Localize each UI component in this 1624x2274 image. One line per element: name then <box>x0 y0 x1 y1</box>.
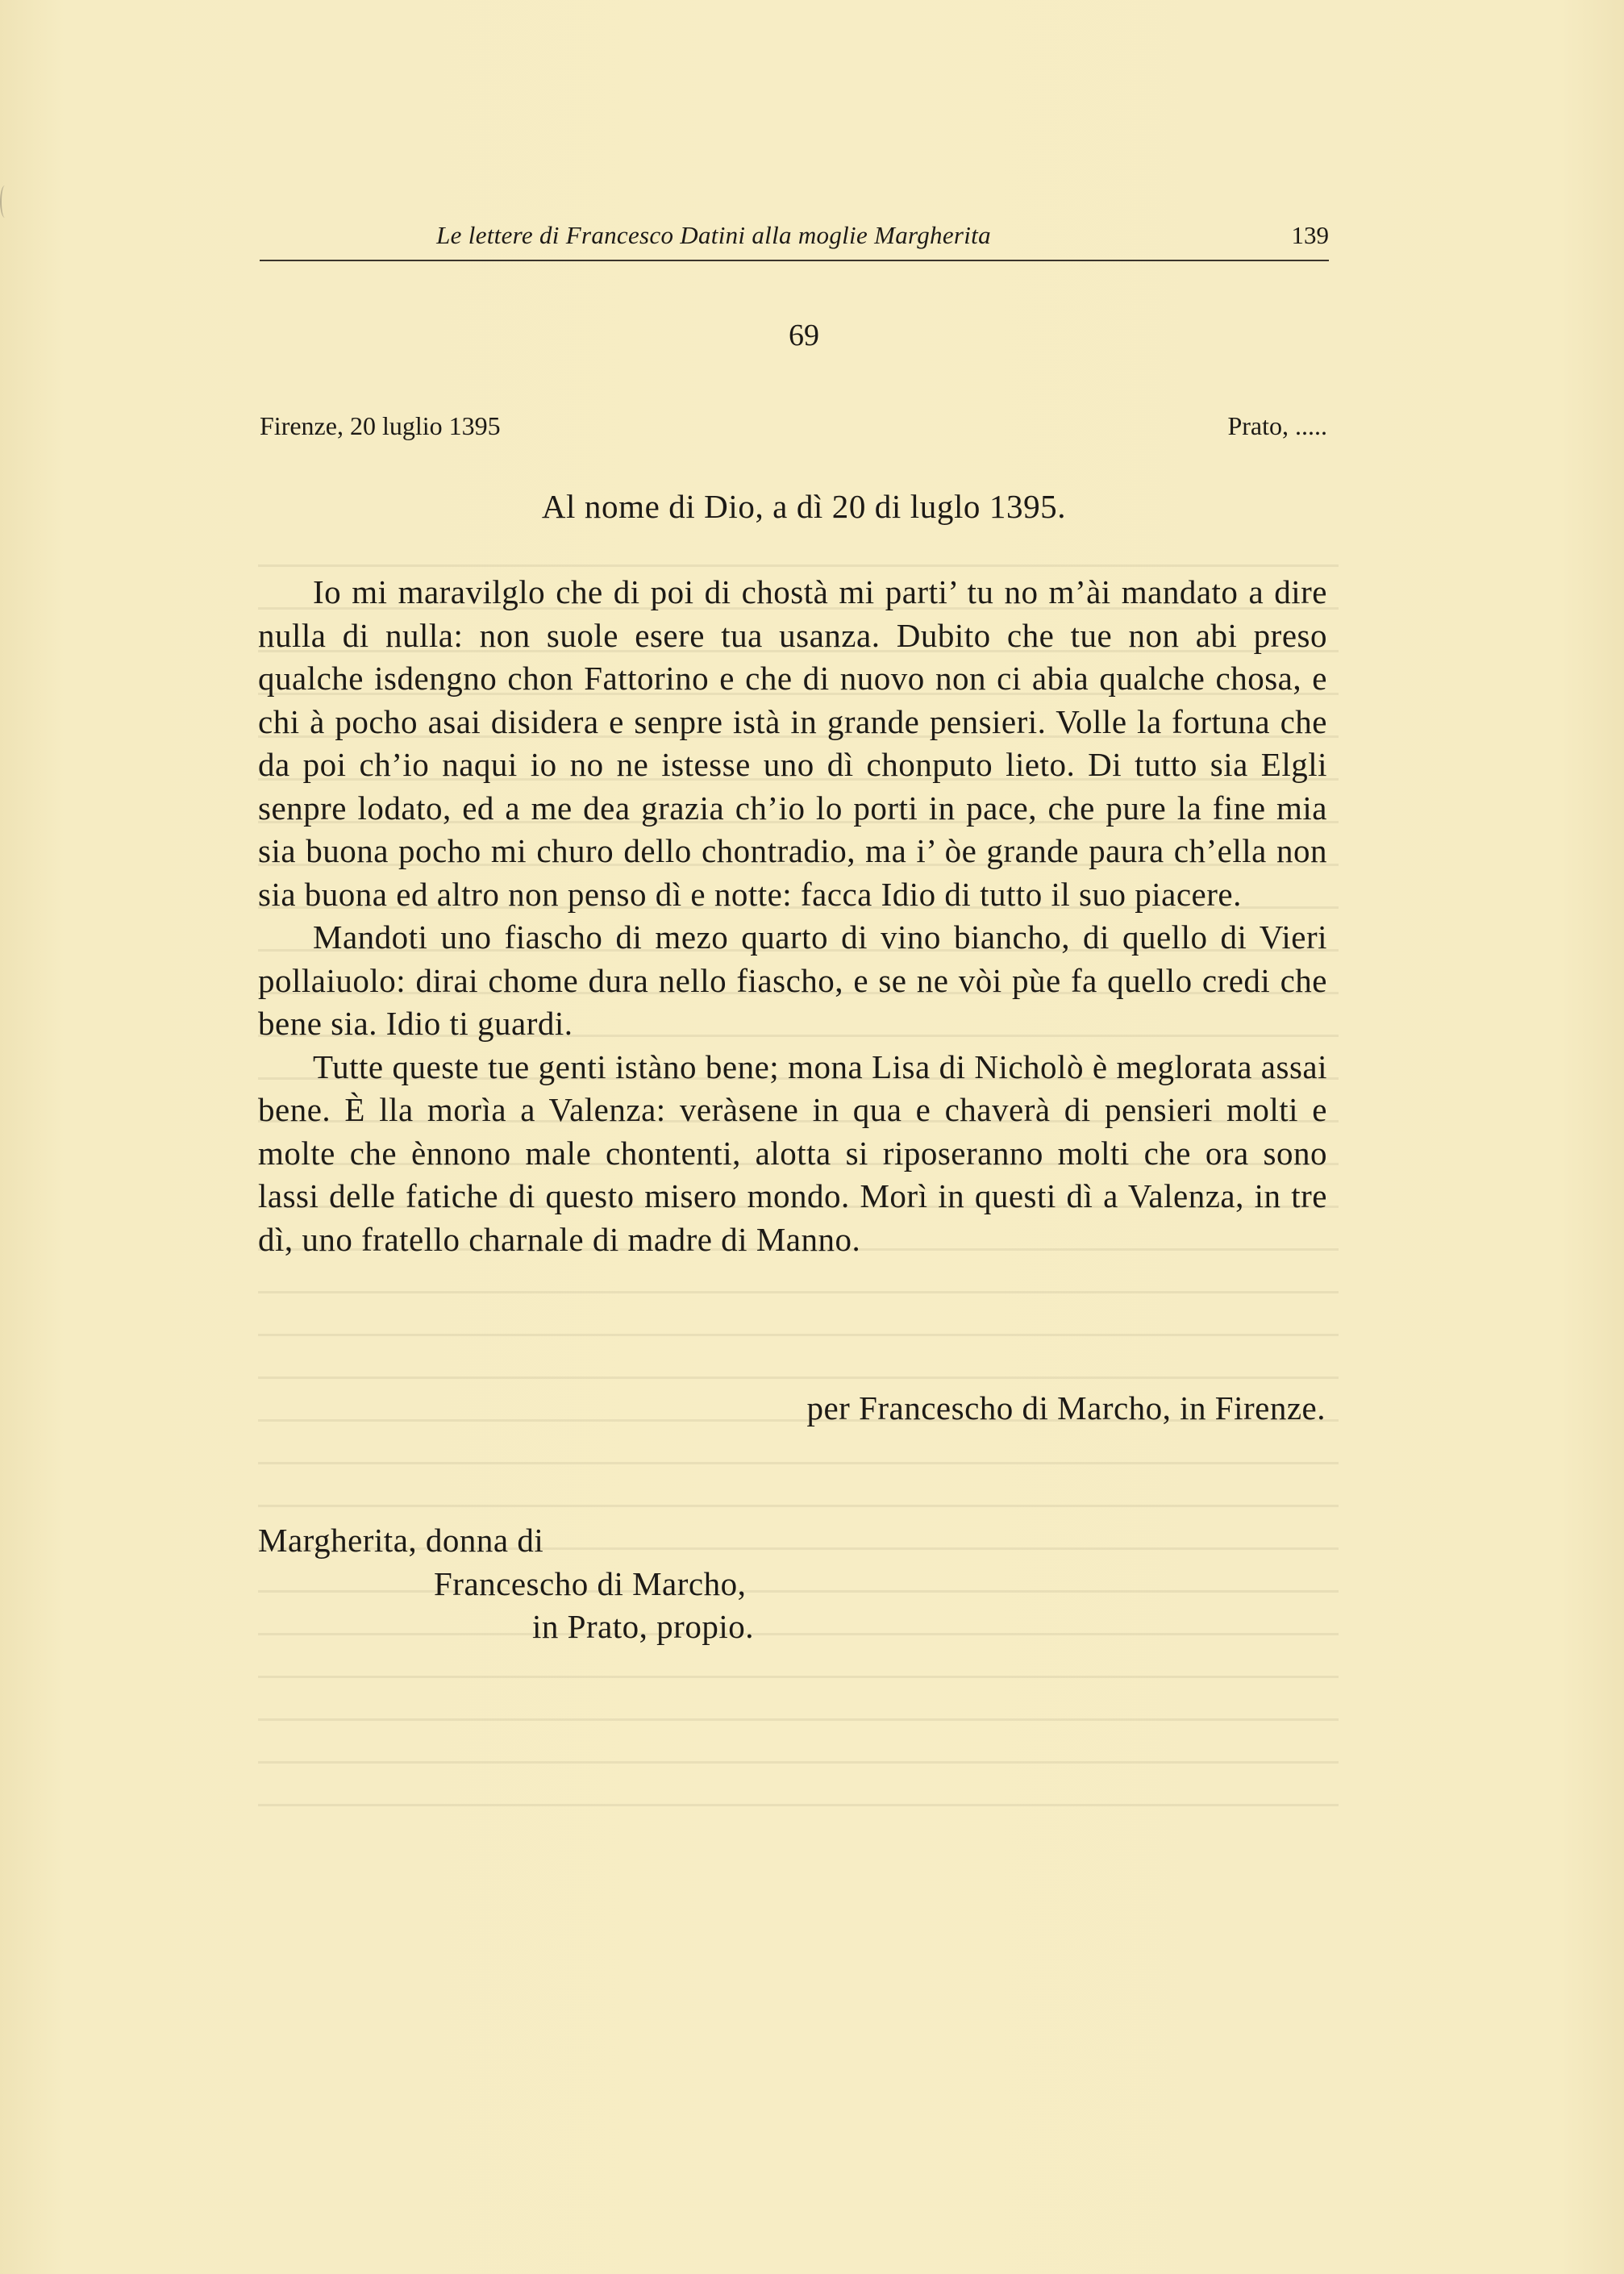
paragraph: Tutte queste tue genti istàno bene; mona Lisa di Nicholò è meglorata assai bene. È lla morìa a Valenza: veràsene in qua e chaverà di pensieri molti e molte che ènnono male chontenti, alotta si riposeranno molti che ora sono lassi delle fatiche di questo misero mondo. Morì in questi dì a Valenza, in tre dì, uno fratello charnale di madre di Manno. <box>258 1047 1327 1258</box>
dateline-origin: Firenze, 20 luglio 1395 <box>260 411 501 440</box>
address-line: in Prato, propio. <box>532 1608 754 1645</box>
paragraph: Io mi maravilglo che di poi di chostà mi parti’ tu no m’ài mandato a dire nulla di nulla: non suole esere tua usanza. Dubito che tue non abi preso qualche isdengno chon Fattorino e che di nuovo non ci abia qualche chosa, e chi à pocho asai disidera e senpre istà in grande pensieri. Volle la fortuna che da poi ch’io naqui io no ne istesse uno dì chonputo lieto. Di tutto sia Elgli senpre lodato, ed a me dea grazia ch’io lo porti in pace, che pure la fine mia sia buona pocho mi churo dello chontradio, ma i’ òe grande paura ch’ella non sia buona ed altro non penso dì e notte: facca Idio di tutto il suo piacere. <box>258 573 1327 913</box>
letter-body <box>258 571 1327 1261</box>
letter-address <box>258 1519 754 1649</box>
letter-number: 69 <box>789 319 819 352</box>
address-line: Francescho di Marcho, <box>434 1564 747 1602</box>
dateline-destination: Prato, ..... <box>1227 411 1327 440</box>
running-title: Le lettere di Francesco Datini alla moglie Margherita <box>436 221 991 249</box>
paragraph: Mandoti uno fiascho di mezo quarto di vino biancho, di quello di Vieri pollaiuolo: dirai chome dura nello fiascho, e se ne vòi pùe fa quello credi che bene sia. Idio ti guardi. <box>258 918 1327 1042</box>
page-number: 139 <box>1291 221 1329 249</box>
address-line: Margherita, donna di <box>258 1522 544 1559</box>
running-head <box>260 219 1329 261</box>
letter-signature: per Francescho di Marcho, in Firenze. <box>806 1389 1326 1426</box>
binding-mark <box>0 185 10 218</box>
letter-invocation: Al nome di Dio, a dì 20 di luglo 1395. <box>541 488 1067 525</box>
